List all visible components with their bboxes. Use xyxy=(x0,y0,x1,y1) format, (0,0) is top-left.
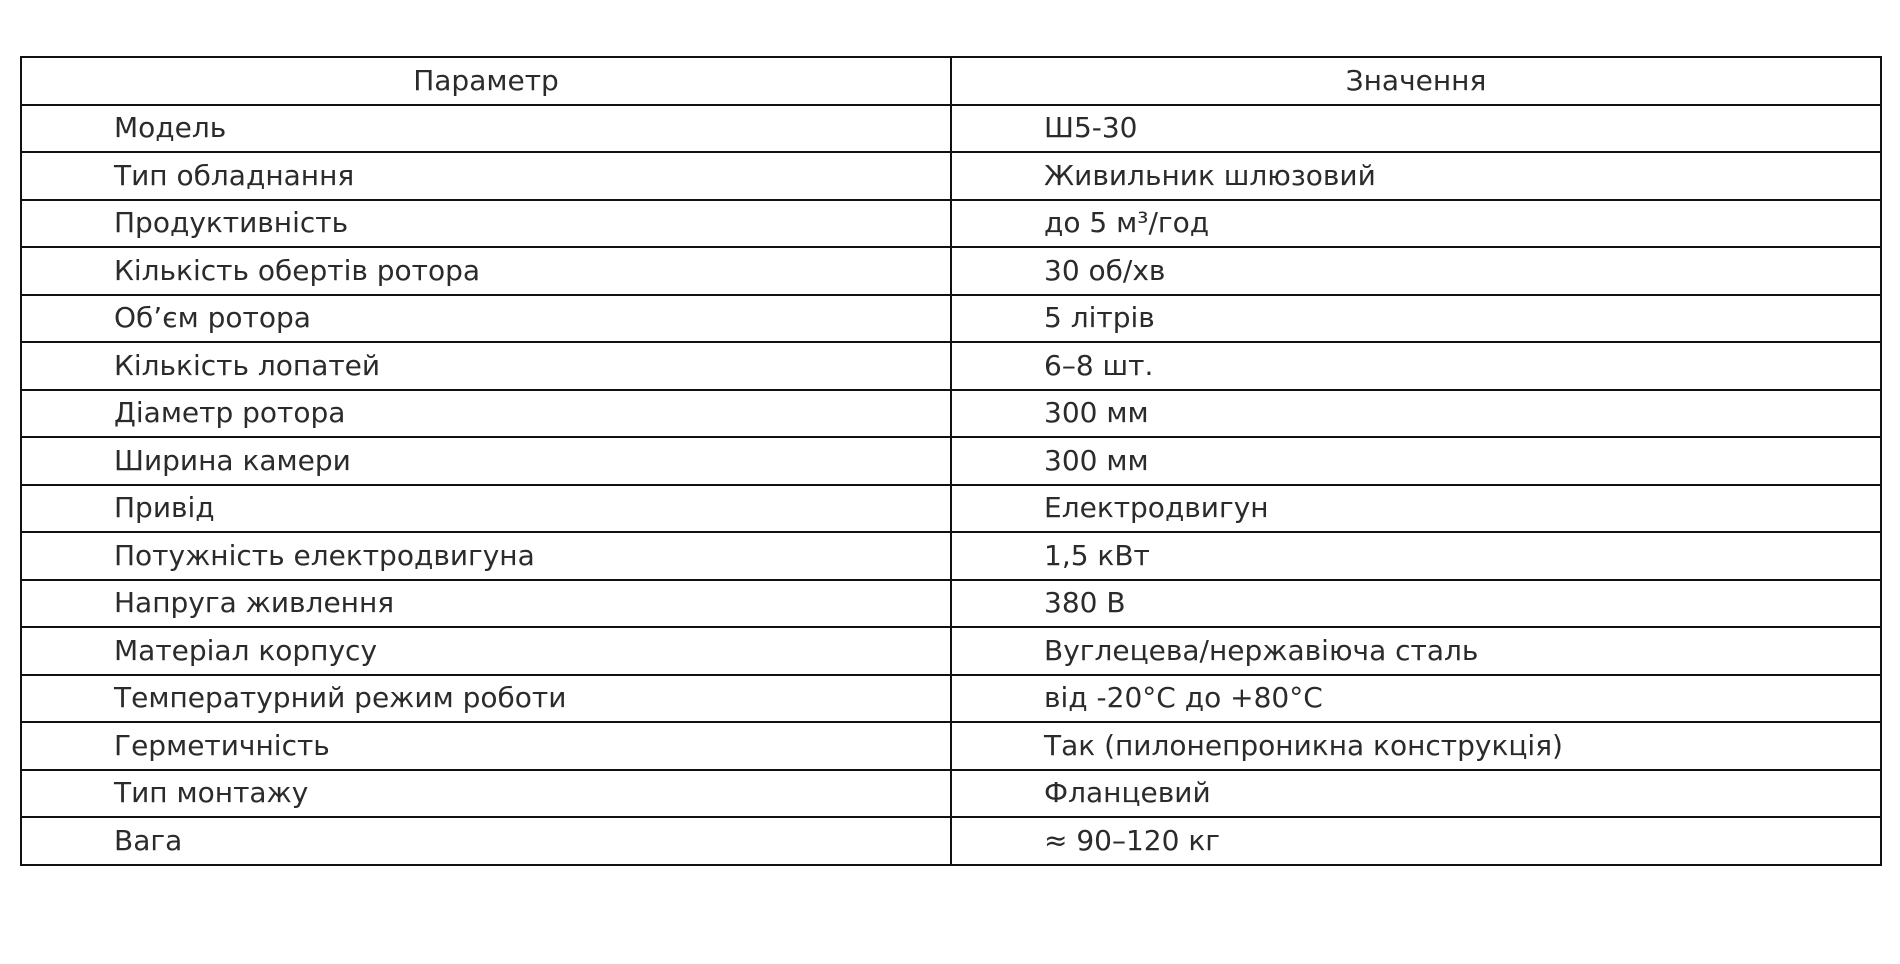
param-cell: Тип монтажу xyxy=(21,770,951,818)
table-row xyxy=(21,105,1881,153)
table-row xyxy=(21,722,1881,770)
table-row xyxy=(21,295,1881,343)
table-row xyxy=(21,532,1881,580)
param-cell: Діаметр ротора xyxy=(21,390,951,438)
param-cell: Вага xyxy=(21,817,951,865)
spec-table xyxy=(20,56,1882,866)
header-parameter: Параметр xyxy=(21,57,951,105)
value-cell: 300 мм xyxy=(951,390,1881,438)
param-cell: Модель xyxy=(21,105,951,153)
param-cell: Об’єм ротора xyxy=(21,295,951,343)
table-header-row xyxy=(21,57,1881,105)
value-cell: Живильник шлюзовий xyxy=(951,152,1881,200)
param-cell: Кількість лопатей xyxy=(21,342,951,390)
table-row xyxy=(21,437,1881,485)
value-cell: 6–8 шт. xyxy=(951,342,1881,390)
table-row xyxy=(21,342,1881,390)
table-row xyxy=(21,247,1881,295)
table-row xyxy=(21,817,1881,865)
param-cell: Герметичність xyxy=(21,722,951,770)
value-cell: Електродвигун xyxy=(951,485,1881,533)
table-row xyxy=(21,152,1881,200)
value-cell: Так (пилонепроникна конструкція) xyxy=(951,722,1881,770)
table-row xyxy=(21,627,1881,675)
param-cell: Привід xyxy=(21,485,951,533)
param-cell: Кількість обертів ротора xyxy=(21,247,951,295)
table-row xyxy=(21,580,1881,628)
value-cell: 300 мм xyxy=(951,437,1881,485)
table-row xyxy=(21,485,1881,533)
value-cell: від -20°C до +80°C xyxy=(951,675,1881,723)
value-cell: 5 літрів xyxy=(951,295,1881,343)
value-cell: 380 В xyxy=(951,580,1881,628)
param-cell: Продуктивність xyxy=(21,200,951,248)
value-cell: Ш5-30 xyxy=(951,105,1881,153)
table-row xyxy=(21,390,1881,438)
value-cell: ≈ 90–120 кг xyxy=(951,817,1881,865)
param-cell: Тип обладнання xyxy=(21,152,951,200)
value-cell: Вуглецева/нержавіюча сталь xyxy=(951,627,1881,675)
table-row xyxy=(21,675,1881,723)
param-cell: Температурний режим роботи xyxy=(21,675,951,723)
param-cell: Потужність електродвигуна xyxy=(21,532,951,580)
table-row xyxy=(21,200,1881,248)
header-value: Значення xyxy=(951,57,1881,105)
value-cell: 30 об/хв xyxy=(951,247,1881,295)
table-row xyxy=(21,770,1881,818)
value-cell: до 5 м³/год xyxy=(951,200,1881,248)
param-cell: Ширина камери xyxy=(21,437,951,485)
param-cell: Напруга живлення xyxy=(21,580,951,628)
param-cell: Матеріал корпусу xyxy=(21,627,951,675)
value-cell: 1,5 кВт xyxy=(951,532,1881,580)
value-cell: Фланцевий xyxy=(951,770,1881,818)
